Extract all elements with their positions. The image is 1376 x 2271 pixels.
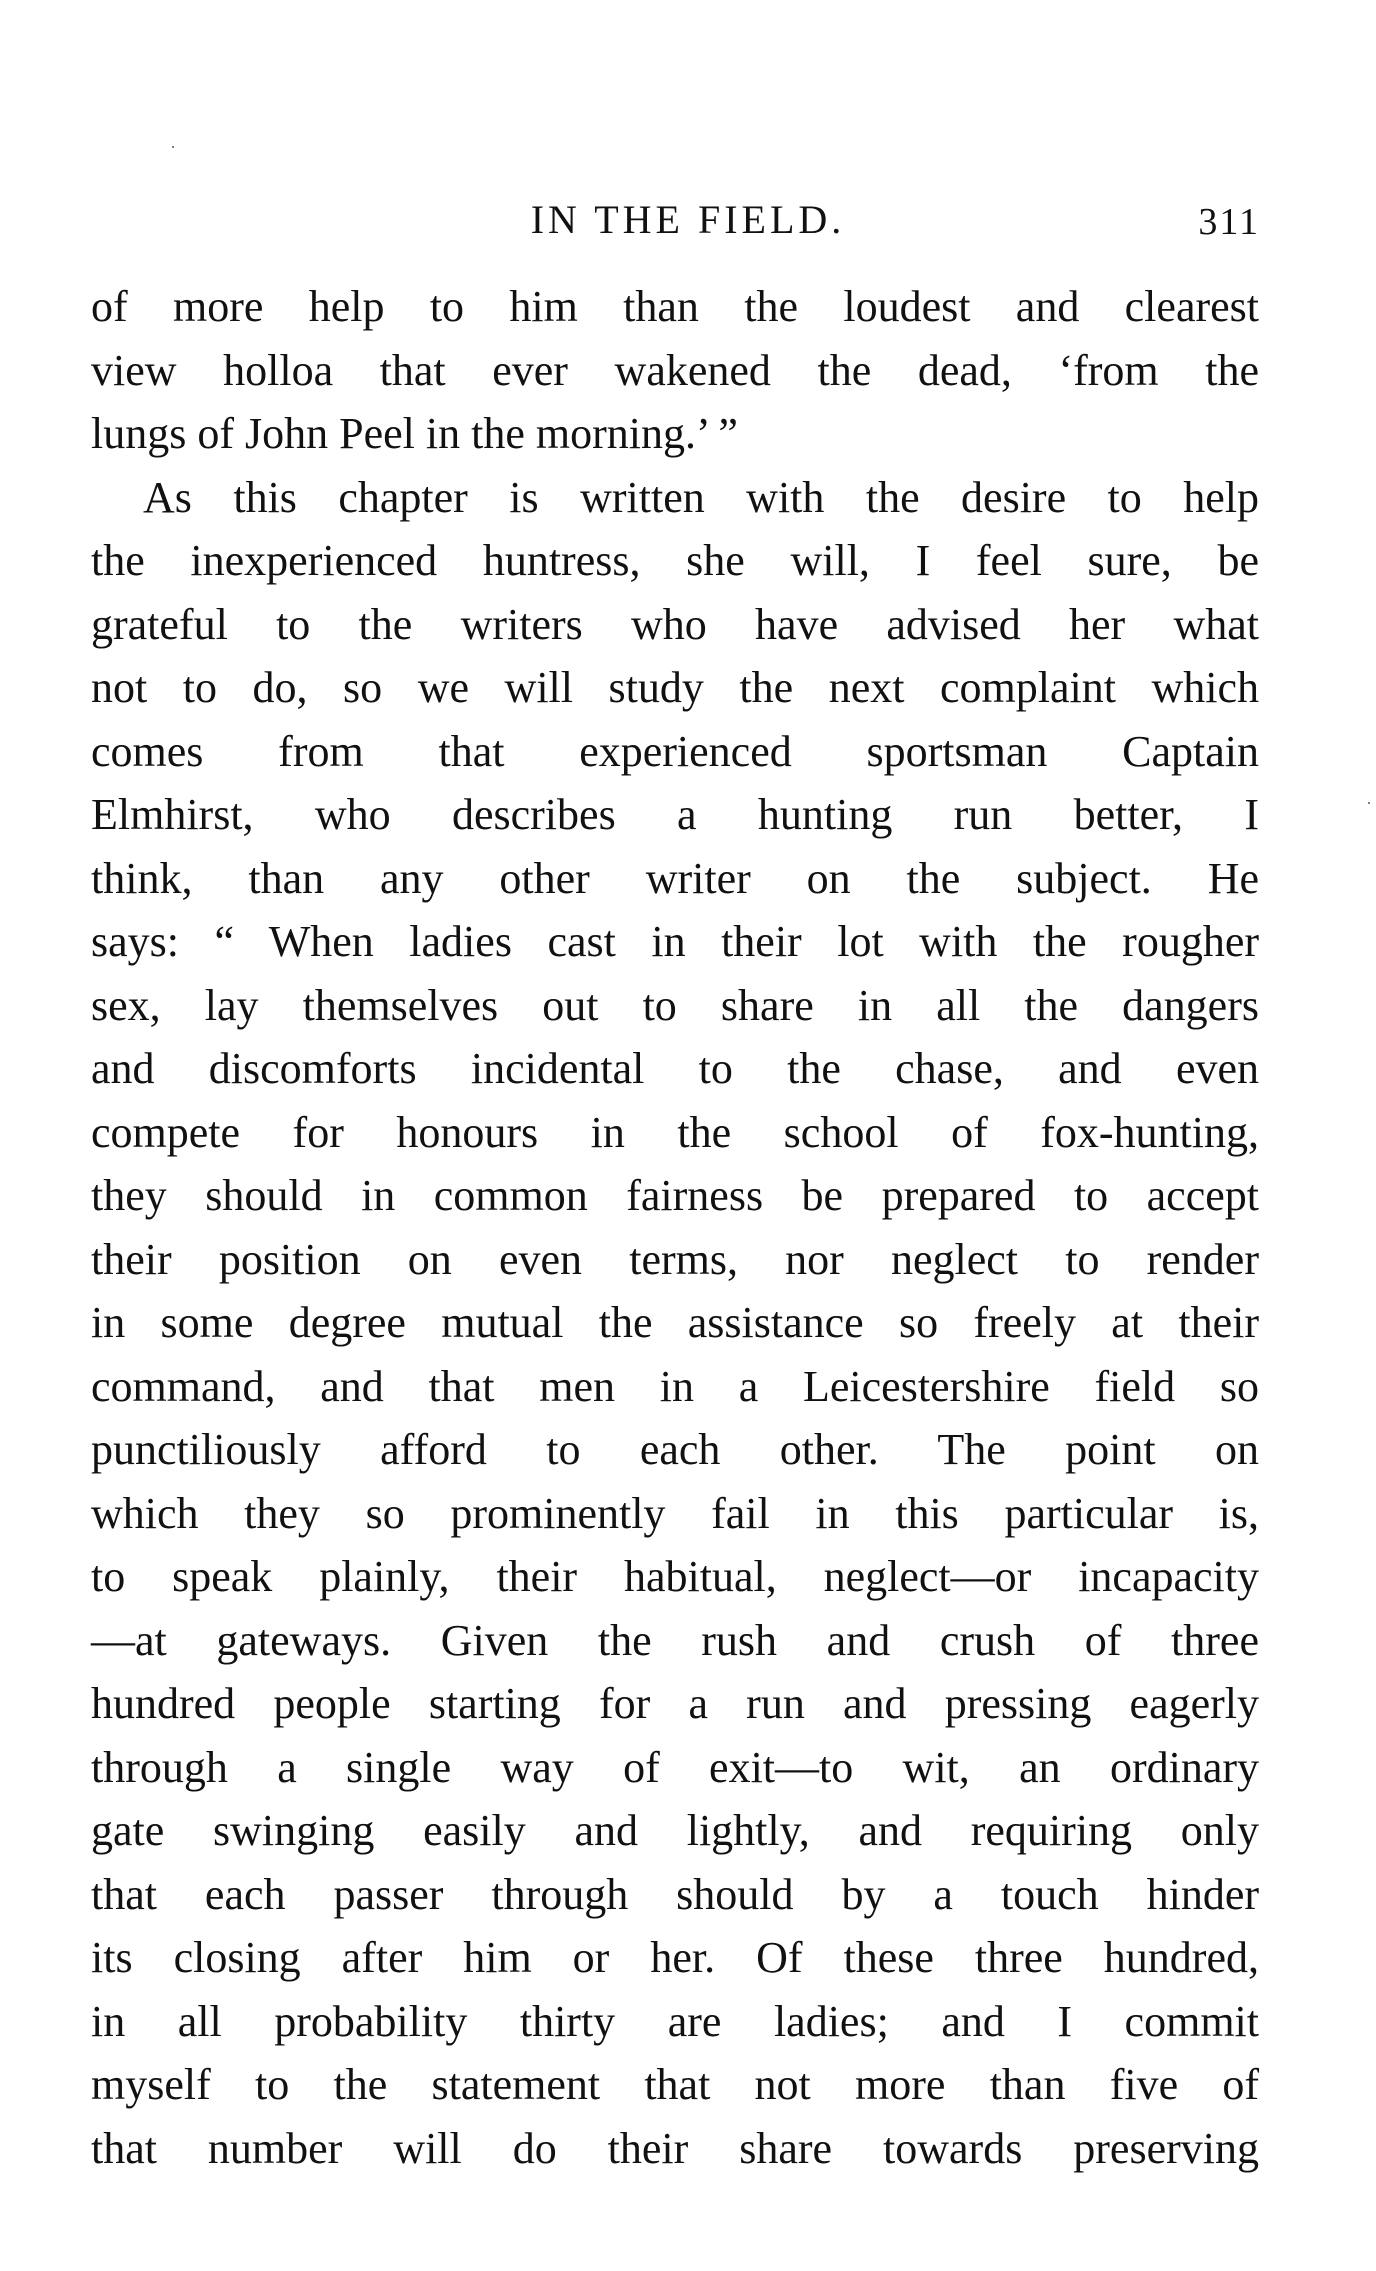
text-line: myself to the statement that not more than five of	[91, 2060, 1259, 2109]
text-line: hundred people starting for a run and pressing eagerly	[91, 1679, 1259, 1728]
text-line: As this chapter is written with the desire to help	[143, 472, 1259, 522]
text-line: to speak plainly, their habitual, neglect—or incapacity	[91, 1552, 1259, 1601]
text-line: view holloa that ever wakened the dead, ‘from the	[91, 345, 1259, 395]
text-line: the inexperienced huntress, she will, I feel sure, be	[91, 536, 1259, 585]
text-line: in all probability thirty are ladies; and I commit	[91, 1996, 1259, 2046]
text-line: they should in common fairness be prepared to accept	[91, 1171, 1259, 1220]
text-line: Elmhirst, who describes a hunting run better, I	[91, 790, 1259, 839]
text-line: not to do, so we will study the next complaint which	[91, 663, 1259, 712]
text-line: which they so prominently fail in this particular is,	[91, 1488, 1259, 1538]
page-number: 311	[1198, 201, 1260, 243]
running-title: IN THE FIELD.	[530, 197, 846, 242]
text-line: sex, lay themselves out to share in all the dangers	[91, 980, 1259, 1030]
print-speck	[1368, 802, 1370, 804]
text-line: think, than any other writer on the subject. He	[91, 853, 1259, 903]
body-text	[91, 275, 1259, 2180]
text-line: that each passer through should by a touch hinder	[91, 1869, 1259, 1919]
text-line: its closing after him or her. Of these three hundred,	[91, 1933, 1259, 1982]
text-line: and discomforts incidental to the chase, and even	[91, 1044, 1259, 1093]
text-line: lungs of John Peel in the morning.’ ”	[91, 409, 738, 458]
text-line: their position on even terms, nor neglect to render	[91, 1234, 1259, 1284]
text-line: command, and that men in a Leicestershire field so	[91, 1361, 1259, 1411]
text-line: grateful to the writers who have advised her what	[91, 599, 1259, 649]
text-line: —at gateways. Given the rush and crush of three	[91, 1615, 1259, 1665]
text-line: that number will do their share towards preserving	[91, 2123, 1259, 2173]
text-line: says: “ When ladies cast in their lot with the rougher	[91, 917, 1259, 966]
page-header	[0, 190, 1376, 250]
text-line: through a single way of exit—to wit, an ordinary	[91, 1742, 1259, 1792]
print-speck	[172, 146, 174, 148]
text-line: of more help to him than the loudest and clearest	[91, 282, 1259, 331]
text-line: gate swinging easily and lightly, and requiring only	[91, 1806, 1259, 1855]
text-line: comes from that experienced sportsman Captain	[91, 726, 1259, 776]
text-line: punctiliously afford to each other. The point on	[91, 1425, 1259, 1474]
text-line: compete for honours in the school of fox-hunting,	[91, 1107, 1259, 1157]
text-line: in some degree mutual the assistance so freely at their	[91, 1298, 1259, 1347]
